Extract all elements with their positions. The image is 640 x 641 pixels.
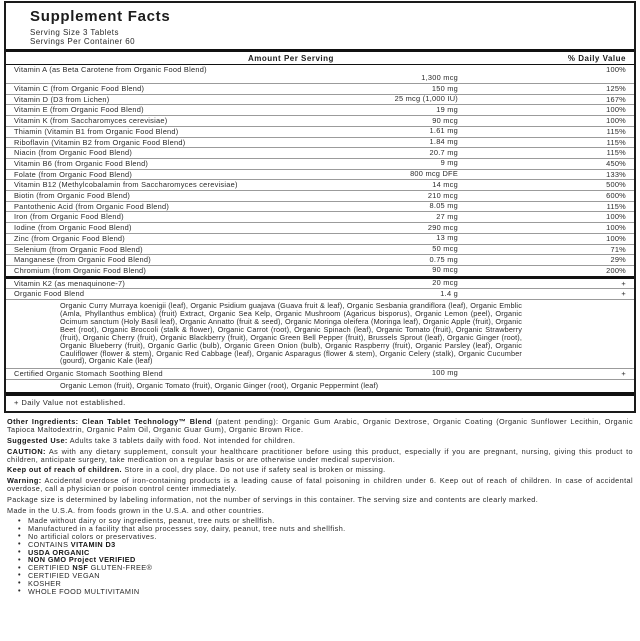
warning-lead: Warning: — [7, 476, 42, 486]
caution-note: CAUTION: As with any dietary supplement, consult your healthcare practitioner before using this product, especially if you are pregnant, nursing, giving this product to children, anticipate surgery, take medication on a regular basis or are otherwise under medical supervision. — [7, 446, 633, 464]
nutrient-row — [6, 65, 634, 83]
daily-value: 600% — [606, 191, 626, 201]
amount-value: 20 mcg — [432, 278, 458, 288]
amount-value: 90 mcg — [432, 115, 458, 125]
amount-value: 1.61 mg — [429, 126, 458, 136]
info-notes — [7, 418, 633, 514]
nutrient-row — [6, 222, 634, 233]
caution-lead: CAUTION: — [7, 446, 46, 456]
warning-note: Warning: Accidental overdose of iron-containing products is a leading cause of fatal poisoning in children under 6. Keep out of reach of children. In case of accidental overdose, call a physician or poison control center immediately. — [7, 476, 633, 493]
daily-value: 115% — [606, 201, 626, 211]
daily-value-header: % Daily Value — [567, 53, 626, 63]
dv-footnote: + Daily Value not established. — [6, 392, 634, 412]
nutrient-row — [6, 104, 634, 115]
daily-value: 115% — [606, 126, 626, 136]
amount-value: 9 mg — [440, 158, 458, 168]
claim-bold-text: VITAMIN D3 — [70, 539, 116, 549]
amount-value: 27 mg — [436, 211, 458, 221]
daily-value: 450% — [606, 158, 626, 168]
package-size-note: Package size is determined by labeling information, not the number of servings in this container. The serving size and contents are clearly marked. — [7, 494, 539, 504]
amount-value: 0.75 mg — [429, 254, 458, 264]
blend-ingredients: Organic Lemon (fruit), Organic Tomato (fruit), Organic Ginger (root), Organic Peppermint (leaf) — [6, 379, 634, 392]
claim-text: CERTIFIED — [28, 563, 73, 573]
supplement-facts-panel — [4, 1, 636, 413]
nutrient-row — [6, 158, 634, 169]
daily-value: 115% — [606, 148, 626, 158]
servings-per-container: Servings Per Container 60 — [30, 37, 136, 46]
claim-text: No artificial colors or preservatives. — [28, 531, 157, 541]
daily-value: 100% — [606, 116, 626, 126]
nutrient-row — [6, 201, 634, 212]
serving-size: Serving Size 3 Tablets — [30, 28, 119, 37]
nutrient-name: Selenium (from Organic Food Blend) — [14, 244, 143, 254]
panel-title: Supplement Facts — [30, 8, 171, 25]
daily-value: 100% — [606, 223, 626, 233]
amount-value: 25 mcg (1,000 IU) — [394, 94, 458, 104]
amount-value: 150 mg — [431, 83, 458, 93]
amount-value: 19 mg — [436, 104, 458, 114]
amount-value: 50 mcg — [432, 244, 458, 254]
daily-value: 167% — [606, 94, 626, 104]
nutrient-row — [6, 115, 634, 126]
amount-value: 1.4 g — [440, 288, 458, 298]
nutrient-row — [6, 254, 634, 265]
claim-text: Made without dairy or soy ingredients, peanut, tree nuts or shellfish. — [28, 516, 275, 526]
daily-value: 115% — [606, 137, 626, 147]
claim-item — [18, 588, 638, 596]
claim-bold-text: USDA ORGANIC — [28, 547, 90, 557]
daily-value: 500% — [606, 180, 626, 190]
daily-value: 100% — [606, 233, 626, 243]
claim-text: CERTIFIED VEGAN — [28, 570, 100, 580]
nutrient-row — [6, 179, 634, 190]
table-header — [6, 49, 634, 65]
other-ingredients-lead: Other Ingredients: Clean Tablet Technology™ Blend — [7, 417, 212, 427]
claim-text: Manufactured in a facility that also processes soy, dairy, peanut, tree nuts and shellfish. — [28, 524, 346, 534]
made-in-usa-note: Made in the U.S.A. from foods grown in the U.S.A. and other countries. — [7, 505, 265, 515]
nutrient-name: Pantothenic Acid (from Organic Food Blend) — [14, 201, 170, 211]
nutrient-row — [6, 190, 634, 201]
nutrient-name: Riboflavin (Vitamin B2 from Organic Food Blend) — [14, 137, 186, 147]
amount-value: 20.7 mg — [429, 147, 458, 157]
nutrient-name: Iron (from Organic Food Blend) — [14, 212, 124, 222]
amount-value: 1.84 mg — [429, 137, 458, 147]
amount-value: 210 mcg — [427, 190, 458, 200]
nutrient-row — [6, 233, 634, 244]
daily-value: 100% — [606, 105, 626, 115]
amount-value: 100 mg — [431, 368, 458, 378]
daily-value: + — [621, 368, 626, 378]
nutrient-name: Biotin (from Organic Food Blend) — [14, 191, 131, 201]
amount-per-serving-header: Amount Per Serving — [248, 53, 334, 63]
nutrient-name: Vitamin B12 (Methylcobalamin from Saccharomyces cerevisiae) — [14, 180, 238, 190]
claim-text: GLUTEN-FREE® — [88, 563, 153, 573]
amount-value: 290 mcg — [427, 222, 458, 232]
claim-item — [18, 564, 638, 572]
supplement-label — [2, 1, 638, 595]
claim-text: WHOLE FOOD MULTIVITAMIN — [28, 586, 140, 596]
nutrient-name: Vitamin K (from Saccharomyces cerevisiae) — [14, 116, 168, 126]
daily-value: 100% — [606, 212, 626, 222]
nutrient-name: Chromium (from Organic Food Blend) — [14, 265, 147, 275]
nutrient-name: Manganese (from Organic Food Blend) — [14, 255, 151, 265]
nutrient-name: Folate (from Organic Food Blend) — [14, 169, 133, 179]
nutrient-name: Vitamin B6 (from Organic Food Blend) — [14, 158, 149, 168]
other-ingredients-note: Other Ingredients: Clean Tablet Technology™ Blend (patent pending): Organic Gum Arabic, Organic Dextrose, Organic Coating (Organic Sunflower Lecithin, Organic Tapioca Maltodextrin, Organic Palm Oil, Organic Guar Gum), Organic Brown Rice. — [7, 417, 633, 435]
nutrient-row — [6, 83, 634, 94]
nutrient-rows — [6, 65, 634, 392]
claims-list — [18, 517, 638, 595]
nutrient-name: Vitamin D (D3 from Lichen) — [14, 94, 110, 104]
claim-text: CONTAINS — [28, 539, 71, 549]
nutrient-row — [6, 169, 634, 180]
nutrient-name: Organic Food Blend — [14, 289, 85, 299]
daily-value: 100% — [606, 65, 626, 74]
nutrient-row — [6, 368, 634, 379]
nutrient-row — [6, 94, 634, 105]
nutrient-name: Vitamin A (as Beta Carotene from Organic Food Blend) — [14, 65, 207, 74]
daily-value: + — [621, 278, 626, 288]
nutrient-row — [6, 265, 634, 276]
amount-value: 800 mcg DFE — [410, 169, 458, 179]
daily-value: 29% — [610, 255, 626, 265]
nutrient-row — [6, 288, 634, 299]
daily-value: 133% — [606, 169, 626, 179]
blend-ingredients: Organic Curry Murraya koenigii (leaf), Organic Psidium guajava (Guava fruit & leaf), Organic Sesbania grandiflora (leaf), Organic Emblic (Amla, Phyllanthus emblica) (fruit) Extract, Organic Sea Kelp, Organic Mushroom (Agaricus bisporus), Organic Lemon (peel), Organic Ocimum sanctum (Holy Basil leaf), Organic Annatto (fruit & seed), Organic Moringa oleifera (Moringa leaf), Organic Apple (fruit), Organic Beet (root), Organic Broccoli (stalk & flower), Organic Carrot (root), Organic Spinach (leaf), Organic Tomato (fruit), Organic Strawberry (fruit), Organic Cherry (fruit), Organic Blackberry (fruit), Organic Green Bell Pepper (fruit), Brussels Sprout (leaf), Organic Ginger (root), Organic Blueberry (fruit), Organic Garlic (bulb), Organic Green Onion (bulb), Organic Raspberry (fruit), Organic Parsley (leaf), Organic Cauliflower (flower & stem), Organic Red Cabbage (leaf), Organic Asparagus (flower & stem), Organic Celery (stalk), Organic Cucumber (gourd), Organic Kale (leaf) — [6, 299, 634, 368]
daily-value: + — [621, 289, 626, 299]
nutrient-name: Vitamin K2 (as menaquinone-7) — [14, 278, 126, 288]
keep-out-of-reach-note: Keep out of reach of children. Store in a cool, dry place. Do not use if safety seal is broken or missing. — [7, 465, 386, 475]
daily-value: 125% — [606, 84, 626, 93]
claim-bold-text: NON GMO Project VERIFIED — [28, 555, 136, 565]
nutrient-name: Vitamin E (from Organic Food Blend) — [14, 105, 144, 115]
claim-item — [18, 541, 638, 549]
amount-value: 8.05 mg — [429, 201, 458, 211]
amount-value: 1,300 mcg — [421, 72, 458, 82]
amount-value: 14 mcg — [432, 179, 458, 189]
nutrient-name: Niacin (from Organic Food Blend) — [14, 148, 133, 158]
suggested-use-lead: Suggested Use: — [7, 436, 68, 446]
nutrient-row — [6, 244, 634, 255]
nutrient-row — [6, 126, 634, 137]
nutrient-row — [6, 137, 634, 148]
keep-out-of-reach-lead: Keep out of reach of children. — [7, 465, 122, 475]
nutrient-name: Iodine (from Organic Food Blend) — [14, 223, 132, 233]
nutrient-name: Thiamin (Vitamin B1 from Organic Food Blend) — [14, 126, 179, 136]
amount-value: 90 mcg — [432, 265, 458, 275]
claim-item — [18, 572, 638, 580]
nutrient-row — [6, 211, 634, 222]
claim-bold-text: NSF — [72, 563, 89, 573]
daily-value: 71% — [610, 244, 626, 254]
nutrient-row — [6, 276, 634, 289]
nutrient-name: Zinc (from Organic Food Blend) — [14, 233, 126, 243]
claim-text: KOSHER — [28, 578, 62, 588]
nutrient-name: Vitamin C (from Organic Food Blend) — [14, 84, 145, 93]
daily-value: 200% — [606, 265, 626, 275]
nutrient-row — [6, 147, 634, 158]
amount-value: 13 mg — [436, 233, 458, 243]
nutrient-name: Certified Organic Stomach Soothing Blend — [14, 368, 163, 378]
suggested-use-note: Suggested Use: Adults take 3 tablets daily with food. Not intended for children. — [7, 436, 296, 446]
